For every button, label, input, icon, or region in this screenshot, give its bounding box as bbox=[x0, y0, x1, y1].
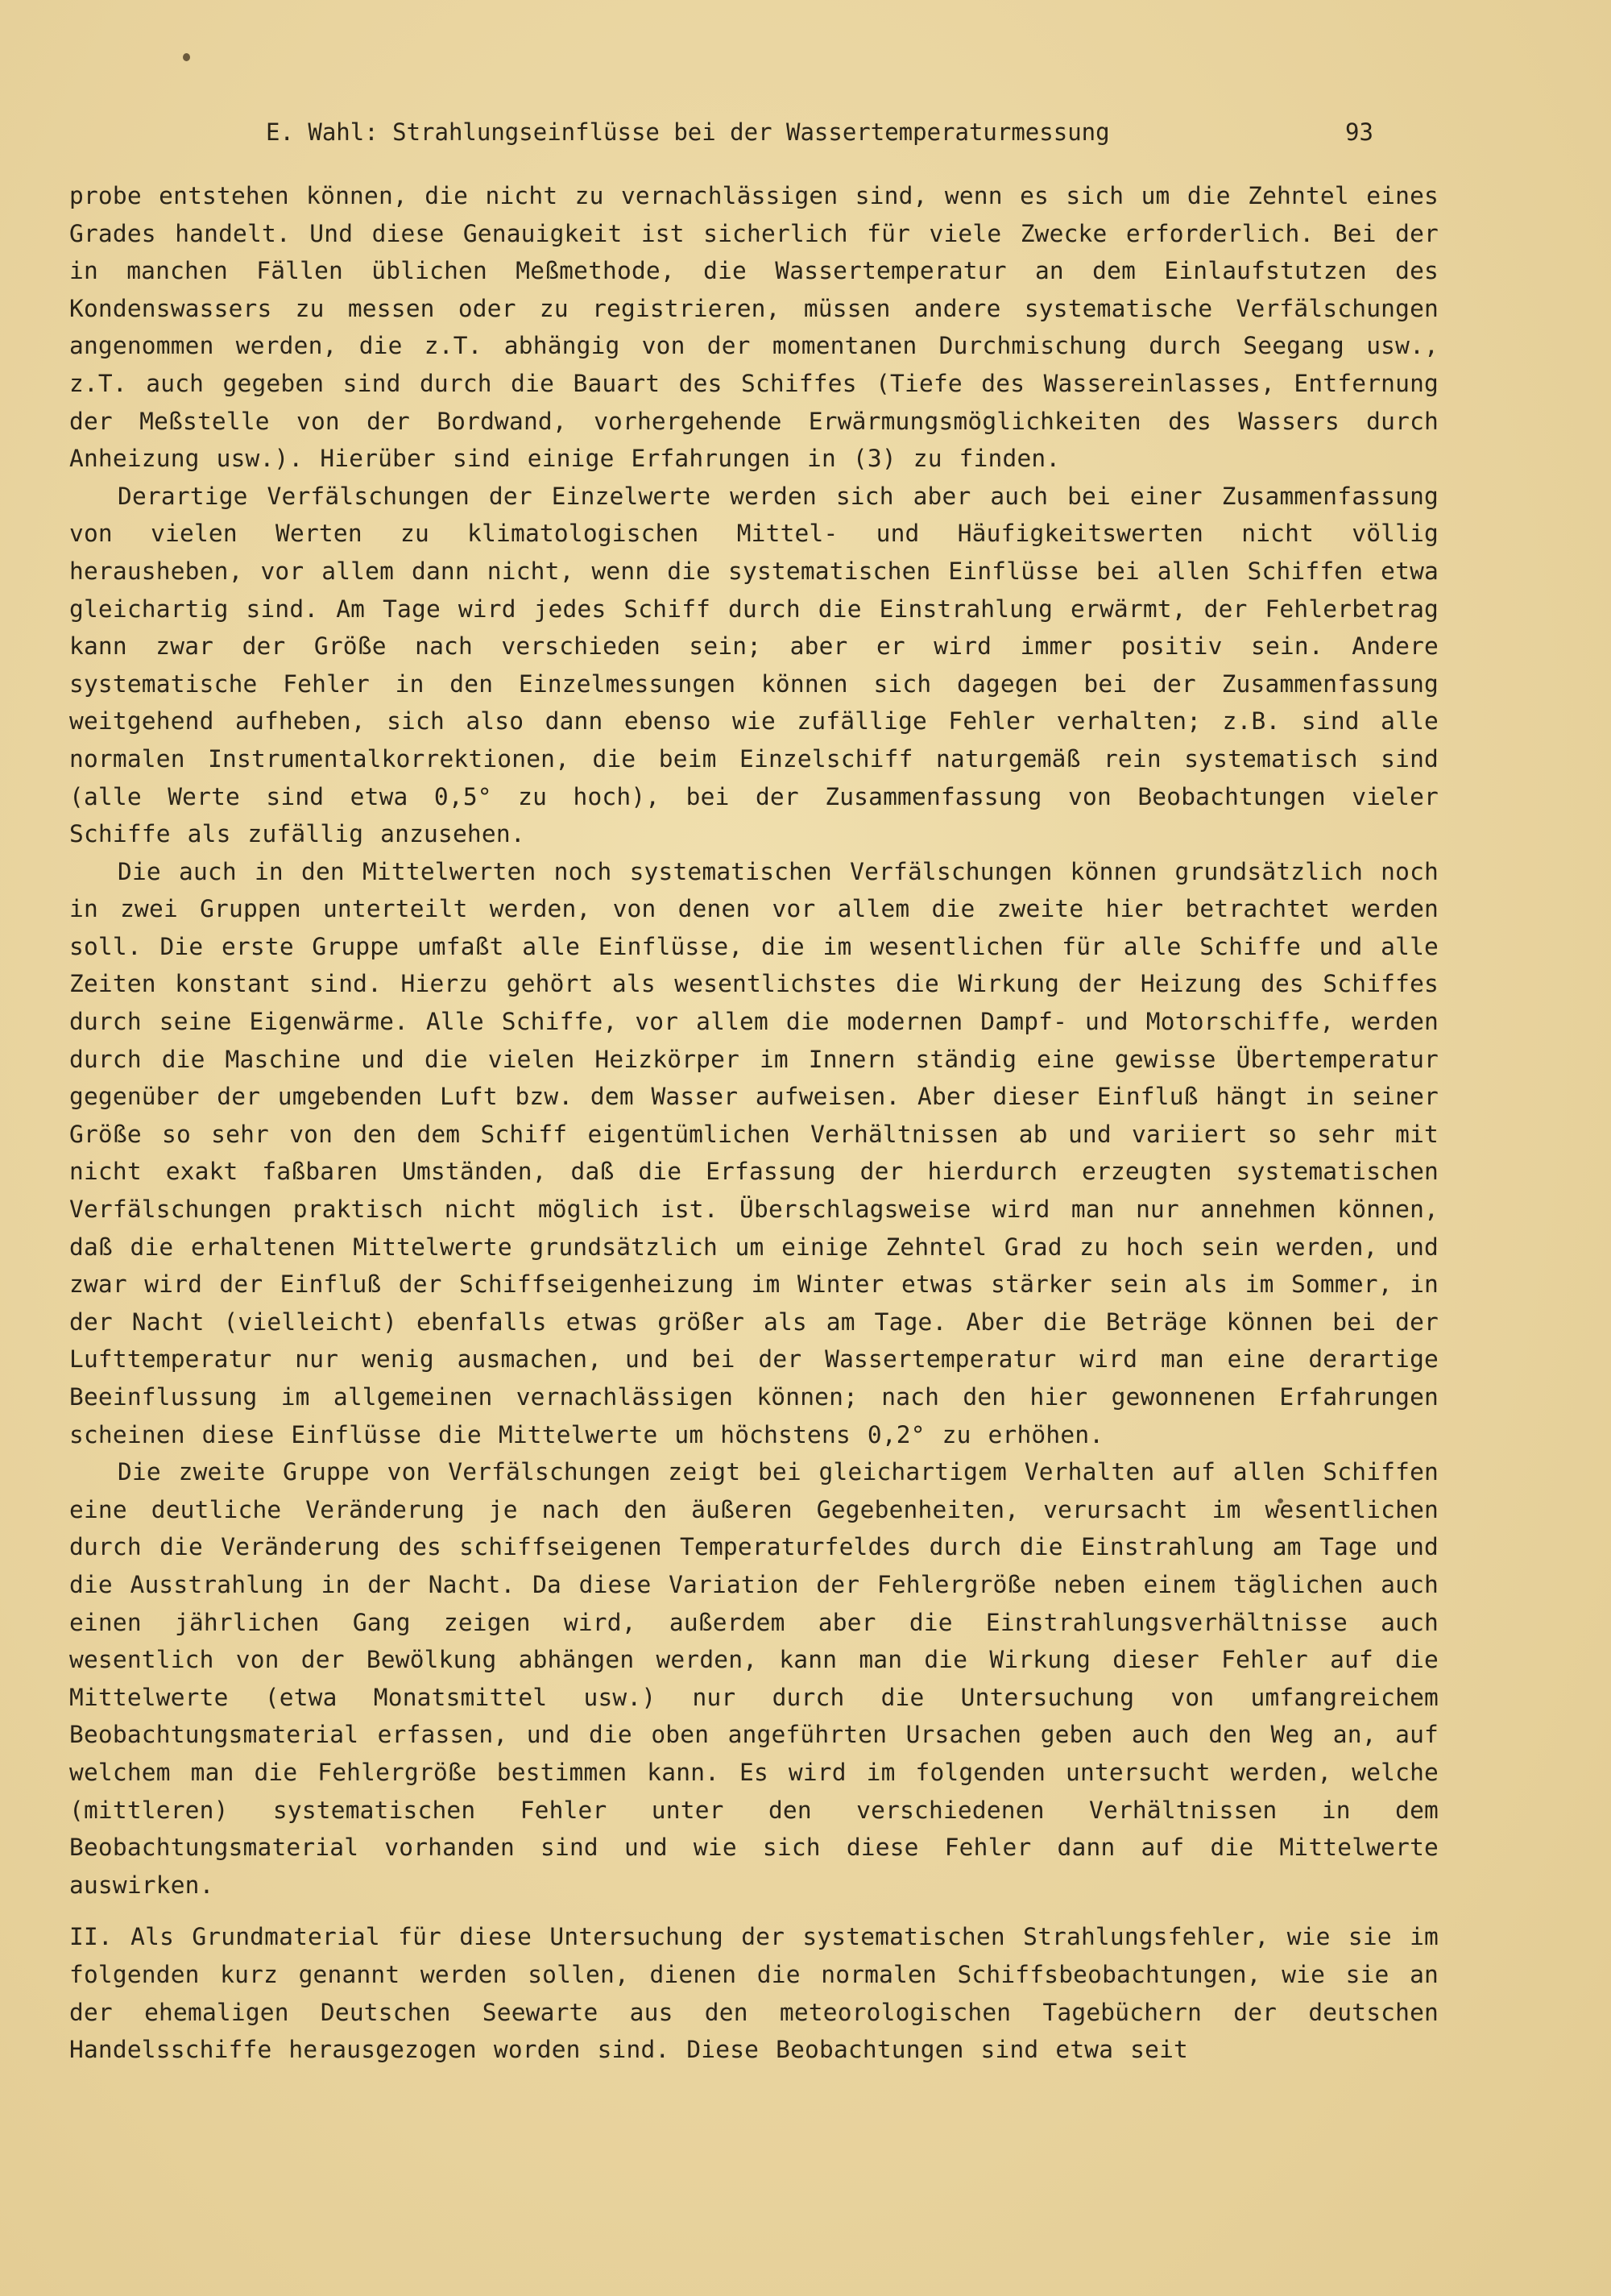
ink-speck bbox=[183, 53, 190, 61]
paragraph-1: probe entstehen können, die nicht zu vernachlässigen sind, wenn es sich um die Zehntel eines Grades handelt. Und diese Genauigkeit ist sicherlich für viele Zwecke erforderlich. Bei der in manchen Fällen üblichen Meßmethode, die Wassertemperatur an dem Einlaufstutzen des Kondenswassers zu messen oder zu registrieren, müssen andere systematische Verfälschungen angenommen werden, die z.T. abhängig von der momentanen Durchmischung durch Seegang usw., z.T. auch gegeben sind durch die Bauart des Schiffes (Tiefe des Wassereinlasses, Entfernung der Meßstelle von der Bordwand, vorhergehende Erwärmungsmöglichkeiten des Wassers durch Anheizung usw.). Hierüber sind einige Erfahrungen in (3) zu finden. bbox=[69, 182, 1439, 473]
paragraph-2: Derartige Verfälschungen der Einzelwerte werden sich aber auch bei einer Zusammenfassung von vielen Werten zu klimatologischen Mittel- und Häufigkeitswerten nicht völlig herausheben, vor allem dann nicht, wenn die systematischen Einflüsse bei allen Schiffen etwa gleichartig sind. Am Tage wird jedes Schiff durch die Einstrahlung erwärmt, der Fehlerbetrag kann zwar der Größe nach verschieden sein; aber er wird immer positiv sein. Andere systematische Fehler in den Einzelmessungen können sich dagegen bei der Zusammenfassung weitgehend aufheben, sich also dann ebenso wie zufällige Fehler verhalten; z.B. sind alle normalen Instrumentalkorrektionen, die beim Einzelschiff naturgemäß rein systematisch sind (alle Werte sind etwa 0,5° zu hoch), bei der Zusammenfassung von Beobachtungen vieler Schiffe als zufällig anzusehen. bbox=[69, 482, 1439, 848]
page-number: 93 bbox=[1345, 118, 1373, 146]
header-title: E. Wahl: Strahlungseinflüsse bei der Wassertemperaturmessung bbox=[266, 118, 1110, 146]
paragraph-4: Die zweite Gruppe von Verfälschungen zeigt bei gleichartigem Verhalten auf allen Schiffen eine deutliche Veränderung je nach den äußeren Gegebenheiten, verursacht im wesentlichen durch die Veränderung des schiffseigenen Temperaturfeldes durch die Einstrahlung am Tage und die Ausstrahlung in der Nacht. Da diese Variation der Fehlergröße neben einem täglichen auch einen jährlichen Gang zeigen wird, außerdem aber die Einstrahlungsverhältnisse auch wesentlich von der Bewölkung abhängen werden, kann man die Wirkung dieser Fehler auf die Mittelwerte (etwa Monatsmittel usw.) nur durch die Untersuchung von umfangreichem Beobachtungsmaterial erfassen, und die oben angeführten Ursachen geben auch den Weg an, auf welchem man die Fehlergröße bestimmen kann. Es wird im folgenden untersucht werden, welche (mittleren) systematischen Fehler unter den verschiedenen Verhältnissen in dem Beobachtungsmaterial vorhanden sind und wie sich diese Fehler dann auf die Mittelwerte auswirken. bbox=[69, 1458, 1439, 1899]
paragraph-section-ii: II. Als Grundmaterial für diese Untersuchung der systematischen Strahlungsfehler, wie sie im folgenden kurz genannt werden sollen, dienen die normalen Schiffsbeobachtungen, wie sie an der ehemaligen Deutschen Seewarte aus den meteorologischen Tagebüchern der deutschen Handelsschiffe herausgezogen worden sind. Diese Beobachtungen sind etwa seit bbox=[69, 1923, 1439, 2064]
paragraph-3: Die auch in den Mittelwerten noch systematischen Verfälschungen können grundsätzlich noch in zwei Gruppen unterteilt werden, von denen vor allem die zweite hier betrachtet werden soll. Die erste Gruppe umfaßt alle Einflüsse, die im wesentlichen für alle Schiffe und alle Zeiten konstant sind. Hierzu gehört als wesentlichstes die Wirkung der Heizung des Schiffes durch seine Eigenwärme. Alle Schiffe, vor allem die modernen Dampf- und Motorschiffe, werden durch die Maschine und die vielen Heizkörper im Innern ständig eine gewisse Übertemperatur gegenüber der umgebenden Luft bzw. dem Wasser aufweisen. Aber dieser Einfluß hängt in seiner Größe so sehr von den dem Schiff eigentümlichen Verhältnissen ab und variiert so sehr mit nicht exakt faßbaren Umständen, daß die Erfassung der hierdurch erzeugten systematischen Verfälschungen praktisch nicht möglich ist. Überschlagsweise wird man nur annehmen können, daß die erhaltenen Mittelwerte grundsätzlich um einige Zehntel Grad zu hoch sein werden, und zwar wird der Einfluß der Schiffseigenheizung im Winter etwas stärker sein als im Sommer, in der Nacht (vielleicht) ebenfalls etwas größer als am Tage. Aber die Beträge können bei der Lufttemperatur nur wenig ausmachen, und bei der Wassertemperatur wird man eine derartige Beeinflussung im allgemeinen vernachlässigen können; nach den hier gewonnenen Erfahrungen scheinen diese Einflüsse die Mittelwerte um höchstens 0,2° zu erhöhen. bbox=[69, 857, 1439, 1448]
body-text bbox=[69, 177, 1439, 2069]
running-header bbox=[266, 113, 1410, 151]
